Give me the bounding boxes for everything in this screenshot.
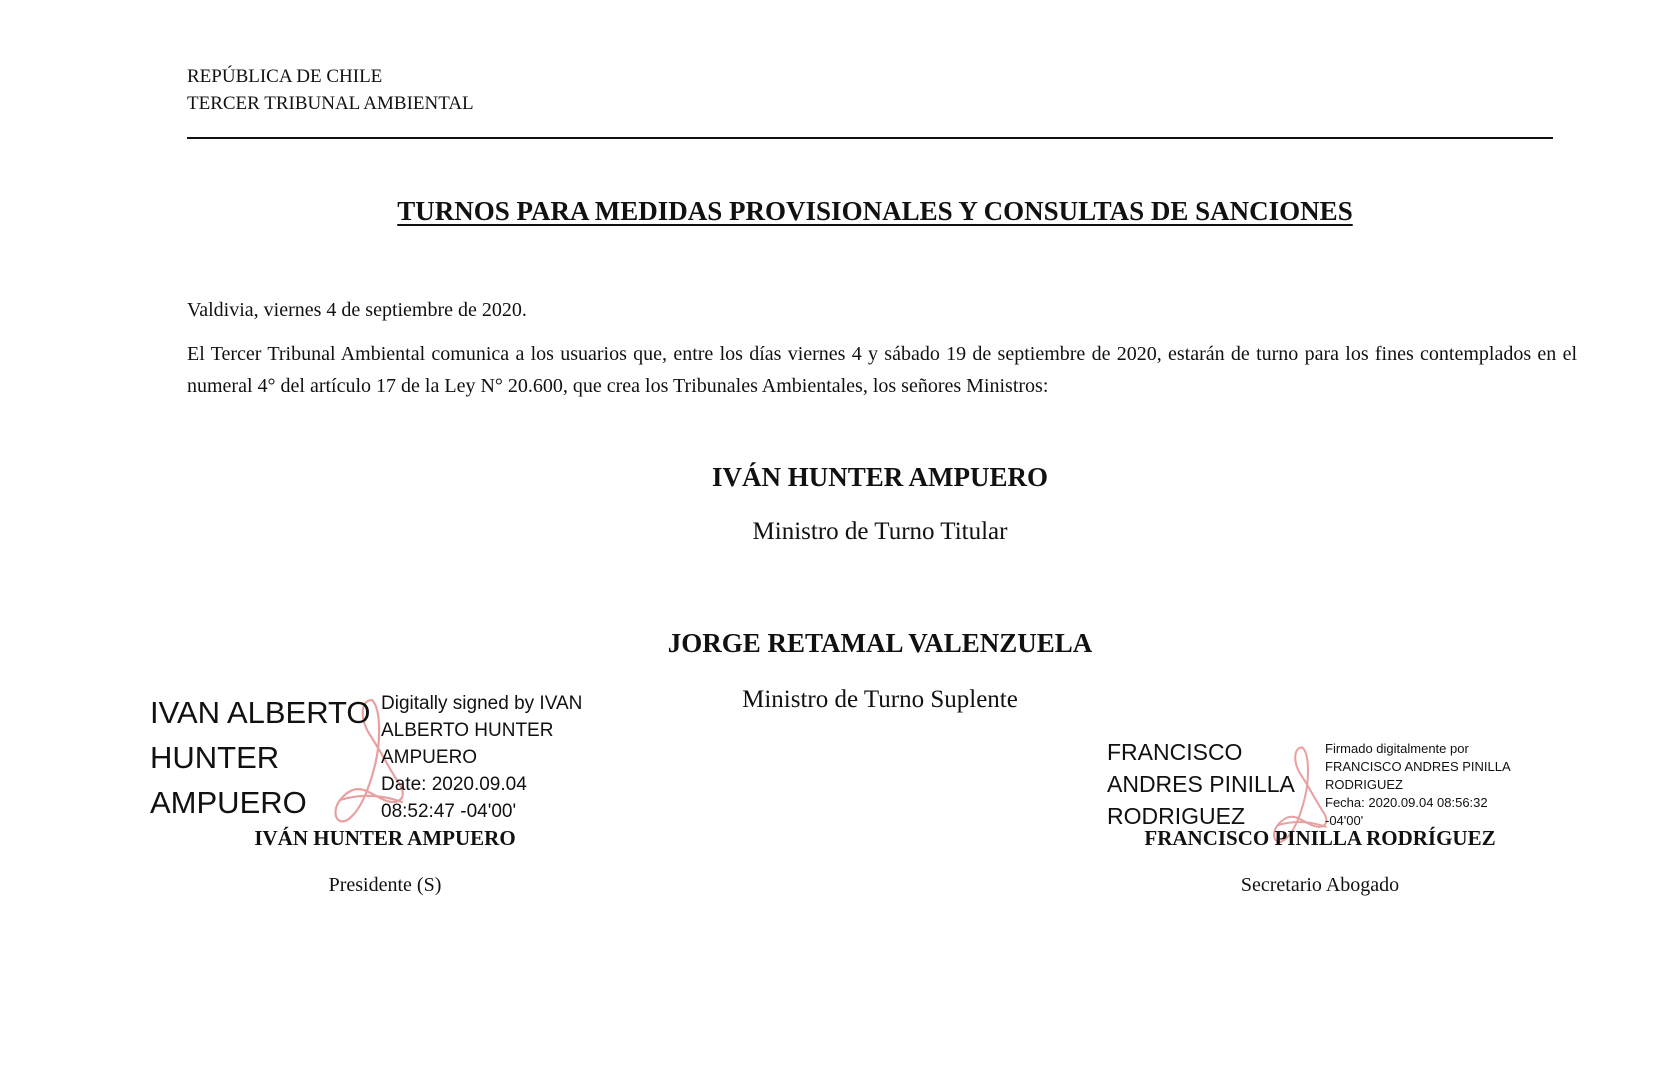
date-line: Valdivia, viernes 4 de septiembre de 2020. xyxy=(187,299,527,321)
header-republic: REPÚBLICA DE CHILE xyxy=(187,66,383,87)
right-stamp-line: FRANCISCO ANDRES PINILLA xyxy=(1325,759,1511,774)
right-signature-stamp xyxy=(1325,740,1511,830)
body-paragraph: El Tercer Tribunal Ambiental comunica a los usuarios que, entre los días viernes 4 y sábado 19 de septiembre de 2020, estarán de turno para los fines contemplados en el numeral 4° del artículo 17 de la Ley N° 20.600, que crea los Tribunales Ambientales, los señores Ministros: xyxy=(187,343,1577,397)
left-stamp-line: ALBERTO HUNTER xyxy=(381,720,554,741)
right-signer-name-block xyxy=(1107,736,1295,832)
left-stamp-line: 08:52:47 -04'00' xyxy=(381,801,517,822)
left-stamp-line: AMPUERO xyxy=(381,747,478,768)
left-signer-line: HUNTER xyxy=(150,740,280,775)
left-signature-stamp xyxy=(381,690,582,825)
right-signer-line: ANDRES PINILLA xyxy=(1107,771,1295,797)
left-signer-name-block xyxy=(150,690,371,825)
left-stamp-line: Date: 2020.09.04 xyxy=(381,774,527,795)
minister-suplente-name: JORGE RETAMAL VALENZUELA xyxy=(667,628,1093,658)
right-signatory-role: Secretario Abogado xyxy=(1240,874,1400,896)
minister-titular-name: IVÁN HUNTER AMPUERO xyxy=(711,462,1048,492)
left-signatory-role: Presidente (S) xyxy=(328,874,442,896)
right-stamp-line: RODRIGUEZ xyxy=(1325,777,1403,792)
left-signer-line: AMPUERO xyxy=(150,785,307,820)
minister-titular-role: Ministro de Turno Titular xyxy=(752,518,1008,545)
right-signer-line: FRANCISCO xyxy=(1107,739,1243,765)
right-stamp-line: -04'00' xyxy=(1325,813,1364,828)
document-title: TURNOS PARA MEDIDAS PROVISIONALES Y CONSULTAS DE SANCIONES xyxy=(397,196,1353,226)
minister-suplente-role: Ministro de Turno Suplente xyxy=(742,686,1018,713)
right-signatory-name: FRANCISCO PINILLA RODRÍGUEZ xyxy=(1144,826,1496,850)
left-signer-line: IVAN ALBERTO xyxy=(150,695,371,730)
right-signer-line: RODRIGUEZ xyxy=(1107,803,1245,829)
header-divider xyxy=(187,137,1553,139)
right-stamp-line: Fecha: 2020.09.04 08:56:32 xyxy=(1325,795,1488,810)
left-signatory-name: IVÁN HUNTER AMPUERO xyxy=(254,826,516,850)
header-tribunal: TERCER TRIBUNAL AMBIENTAL xyxy=(187,93,474,114)
left-stamp-line: Digitally signed by IVAN xyxy=(381,693,583,714)
right-stamp-line: Firmado digitalmente por xyxy=(1325,741,1469,756)
